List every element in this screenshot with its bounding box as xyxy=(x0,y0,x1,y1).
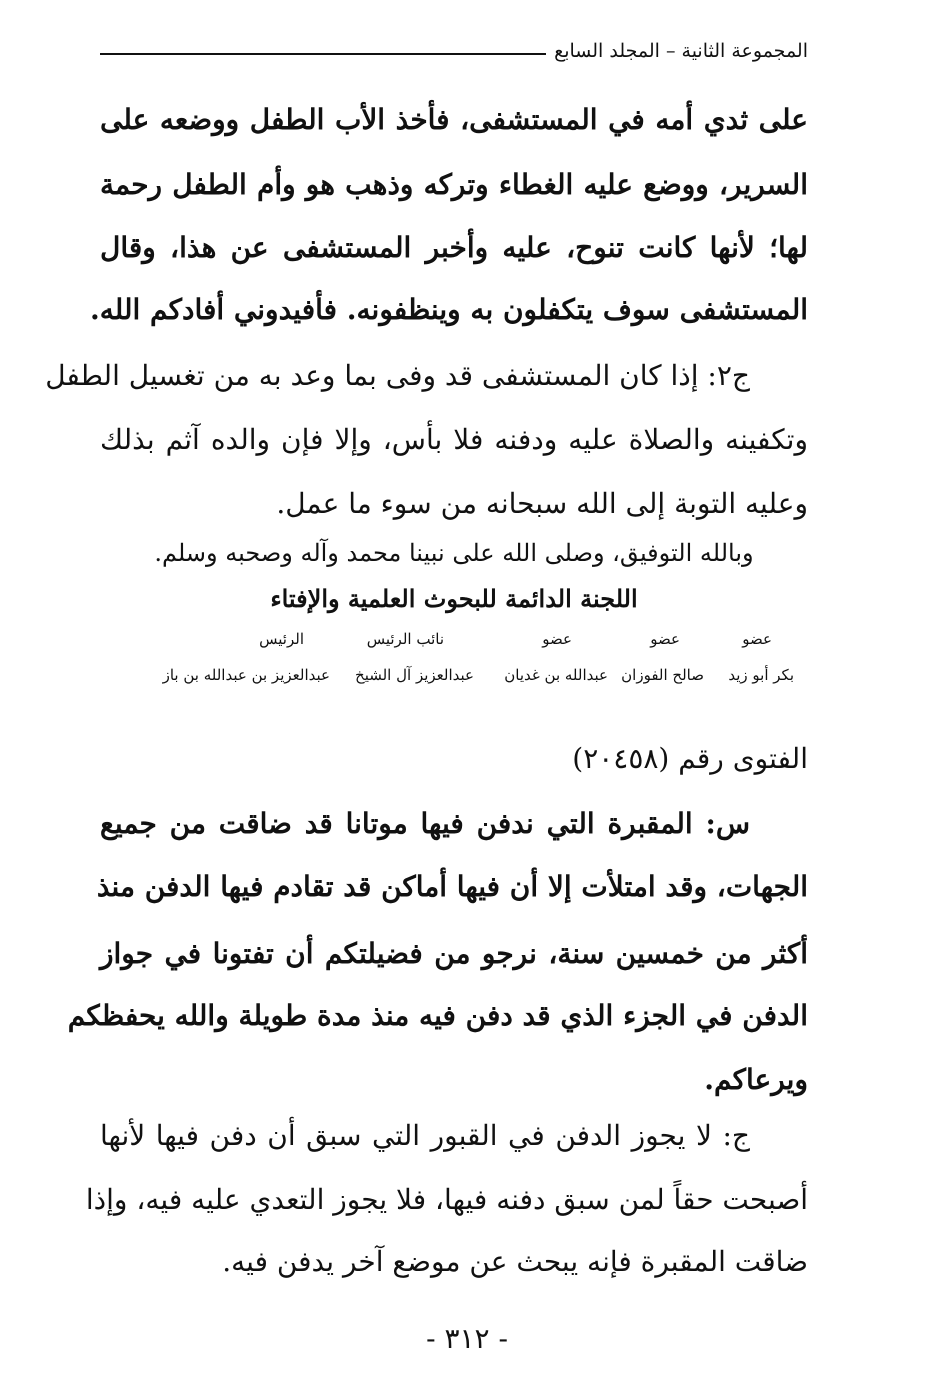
answer-2-line-2: وتكفينه والصلاة عليه ودفنه فلا بأس، وإلا فإن والده آثم بذلك xyxy=(100,423,808,456)
fatwa-number: الفتوى رقم (٢٠٤٥٨) xyxy=(572,742,808,775)
page-number: - ٣١٢ - xyxy=(426,1322,508,1355)
signature-name: بكر أبو زيد xyxy=(728,666,794,684)
header-rule xyxy=(100,53,546,55)
signature-name: عبدالله بن غديان xyxy=(504,666,608,684)
answer-line-3: ضاقت المقبرة فإنه يبحث عن موضع آخر يدفن فيه. xyxy=(222,1245,808,1278)
signature-title: الرئيس xyxy=(259,630,304,648)
signature-titles xyxy=(100,630,808,654)
answer-line-1: ج: لا يجوز الدفن في القبور التي سبق أن دفن فيها لأنها xyxy=(100,1119,750,1152)
signature-title: عضو xyxy=(542,630,572,648)
question-line-1: س: المقبرة التي ندفن فيها موتانا قد ضاقت من جميع xyxy=(100,807,750,840)
signature-name: صالح الفوزان xyxy=(621,666,704,684)
signature-name: عبدالعزيز بن عبدالله بن باز xyxy=(162,666,330,684)
header-title: المجموعة الثانية – المجلد السابع xyxy=(554,40,808,62)
signature-name: عبدالعزيز آل الشيخ xyxy=(355,666,474,684)
signature-title: عضو xyxy=(742,630,772,648)
committee-name: اللجنة الدائمة للبحوث العلمية والإفتاء xyxy=(270,584,638,613)
closing-prayer: وبالله التوفيق، وصلى الله على نبينا محمد وآله وصحبه وسلم. xyxy=(154,539,754,567)
answer-2-line-3: وعليه التوبة إلى الله سبحانه من سوء ما عمل. xyxy=(276,487,808,520)
running-header xyxy=(100,40,808,62)
question-prev-line-4: المستشفى سوف يتكفلون به وينظفونه. فأفيدوني أفادكم الله. xyxy=(89,293,808,326)
answer-line-2: أصبحت حقاً لمن سبق دفنه فيها، فلا يجوز التعدي عليه فيه، وإذا xyxy=(85,1183,808,1216)
question-line-2: الجهات، وقد امتلأت إلا أن فيها أماكن قد تقادم فيها الدفن منذ xyxy=(96,870,808,903)
question-prev-line-1: على ثدي أمه في المستشفى، فأخذ الأب الطفل ووضعه على xyxy=(100,103,808,136)
signature-names xyxy=(100,666,808,690)
question-prev-line-2: السرير، ووضع عليه الغطاء وتركه وذهب هو وأم الطفل رحمة xyxy=(100,168,808,201)
signature-title: نائب الرئيس xyxy=(366,630,444,648)
question-prev-line-3: لها؛ لأنها كانت تنوح، عليه وأخبر المستشفى عن هذا، وقال xyxy=(100,231,808,264)
answer-2-line-1: ج٢: إذا كان المستشفى قد وفى بما وعد به من تغسيل الطفل xyxy=(45,359,750,392)
question-line-5: ويرعاكم. xyxy=(704,1063,808,1096)
signature-title: عضو xyxy=(650,630,680,648)
question-line-4: الدفن في الجزء الذي قد دفن فيه منذ مدة طويلة والله يحفظكم xyxy=(67,999,808,1032)
question-line-3: أكثر من خمسين سنة، نرجو من فضيلتكم أن تفتونا في جواز xyxy=(100,937,808,970)
